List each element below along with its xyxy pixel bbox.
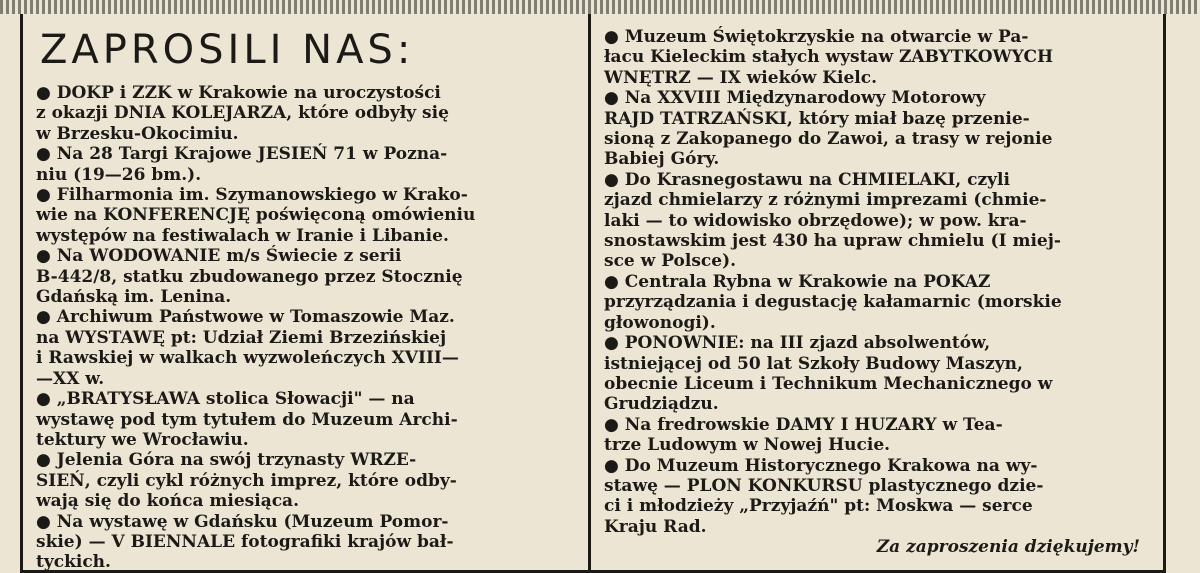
invitation-entry [36,246,568,307]
entry-line: snostawskim jest 430 ha upraw chmielu (I miej- [604,231,1061,252]
invitation-entry [604,333,1144,415]
invitation-entry [36,144,568,185]
entry-line: ● Centrala Rybna w Krakowie na POKAZ [604,271,991,292]
invitation-entry [36,307,568,389]
invitation-entry [36,389,568,450]
entry-line: RAJD TATRZAŃSKI, który miał bazę przenie- [604,108,1030,129]
entry-line: niu (19—26 bm.). [36,164,202,185]
entry-line: ● Muzeum Świętokrzyskie na otwarcie w Pa- [604,27,1029,47]
entry-line: ● Na wystawę w Gdańsku (Muzeum Pomor- [36,511,449,532]
entry-line: sce w Polsce). [604,251,737,272]
entry-line: obecnie Liceum i Technikum Mechanicznego w [604,373,1053,394]
right-column [604,27,1144,537]
entry-line: głowonogi). [604,312,716,333]
entry-line: wają się do końca miesiąca. [36,491,299,512]
entry-line: Grudziądzu. [604,394,719,415]
entry-line: ● PONOWNIE: na III zjazd absolwentów, [604,333,991,354]
entry-line: łacu Kieleckim stałych wystaw ZABYTKOWYCH [604,47,1054,68]
entry-line: w Brzesku-Okocimiu. [36,123,239,144]
entry-line: tektury we Wrocławiu. [36,429,249,450]
entry-line: ● Do Krasnegostawu na CHMIELAKI, czyli [604,169,1010,190]
invitation-entry [36,83,568,144]
entry-line: zjazd chmielarzy z różnymi imprezami (chmie- [604,190,1047,211]
entry-line: ● Na WODOWANIE m/s Świecie z serii [36,246,402,267]
entry-line: WNĘTRZ — IX wieków Kielc. [604,67,878,88]
entry-line: ● Archiwum Państwowe w Tomaszowie Maz. [36,307,455,328]
entry-line: ● Na fredrowskie DAMY I HUZARY w Tea- [604,414,1003,435]
entry-line: stawę — PLON KONKURSU plastycznego dzie- [604,475,1044,496]
entry-line: skie) — V BIENNALE fotografiki krajów bał- [36,531,454,552]
entry-line: istniejącej od 50 lat Szkoły Budowy Maszyn, [604,353,1023,374]
entry-line: występów na festiwalach w Iranie i Libanie. [36,225,449,246]
invitation-entry [604,272,1144,333]
invitation-entry [604,456,1144,538]
invitation-entry [604,27,1144,88]
entry-line: tyckich. [36,552,111,573]
entry-line: wystawę pod tym tytułem do Muzeum Archi- [36,409,458,430]
invitation-entry [604,88,1144,170]
entry-line: i Rawskiej w walkach wyzwoleńczych XVIII— [36,348,459,369]
entry-line: z okazji DNIA KOLEJARZA, które odbyły się [36,103,449,124]
entry-line: trze Ludowym w Nowej Hucie. [604,435,891,456]
top-border-band [0,0,1200,14]
entry-line: Kraju Rad. [604,516,707,537]
entry-line: ● Filharmonia im. Szymanowskiego w Krako- [36,185,468,206]
entry-line: ci i młodzieży „Przyjaźń" pt: Moskwa — serce [604,496,1033,517]
entry-line: ● „BRATYSŁAWA stolica Słowacji" — na [36,389,415,410]
entry-line: przyrządzania i degustację kałamarnic (morskie [604,292,1062,313]
entry-line: sioną z Zakopanego do Zawoi, a trasy w rejonie [604,129,1053,150]
entry-line: —XX w. [36,368,105,389]
entry-line: ● Na 28 Targi Krajowe JESIEŃ 71 w Pozna- [36,144,448,165]
entry-line: na WYSTAWĘ pt: Udział Ziemi Brzezińskiej [36,327,447,348]
entry-line: Gdańską im. Lenina. [36,287,232,308]
entry-line: ● DOKP i ZZK w Krakowie na uroczystości [36,83,441,103]
left-column [36,83,568,573]
entry-line: Babiej Góry. [604,149,720,170]
article-heading: ZAPROSILI NAS: [40,27,415,73]
invitation-entry [36,450,568,511]
invitation-entry [604,170,1144,272]
entry-line: ● Do Muzeum Historycznego Krakowa na wy- [604,455,1038,476]
entry-line: ● Na XXVIII Międzynarodowy Motorowy [604,88,986,109]
column-separator [588,14,591,570]
entry-line: laki — to widowisko obrzędowe); w pow. kra- [604,210,1027,231]
invitation-entry [36,512,568,573]
entry-line: B-442/8, statku zbudowanego przez Stocznię [36,266,463,287]
entry-line: wie na KONFERENCJĘ poświęconą omówieniu [36,205,476,226]
entry-line: ● Jelenia Góra na swój trzynasty WRZE- [36,450,417,471]
invitation-entry [604,415,1144,456]
closing-thanks: Za zaproszenia dziękujemy! [876,537,1140,557]
invitation-entry [36,185,568,246]
entry-line: SIEŃ, czyli cykl różnych imprez, które odby- [36,470,457,491]
